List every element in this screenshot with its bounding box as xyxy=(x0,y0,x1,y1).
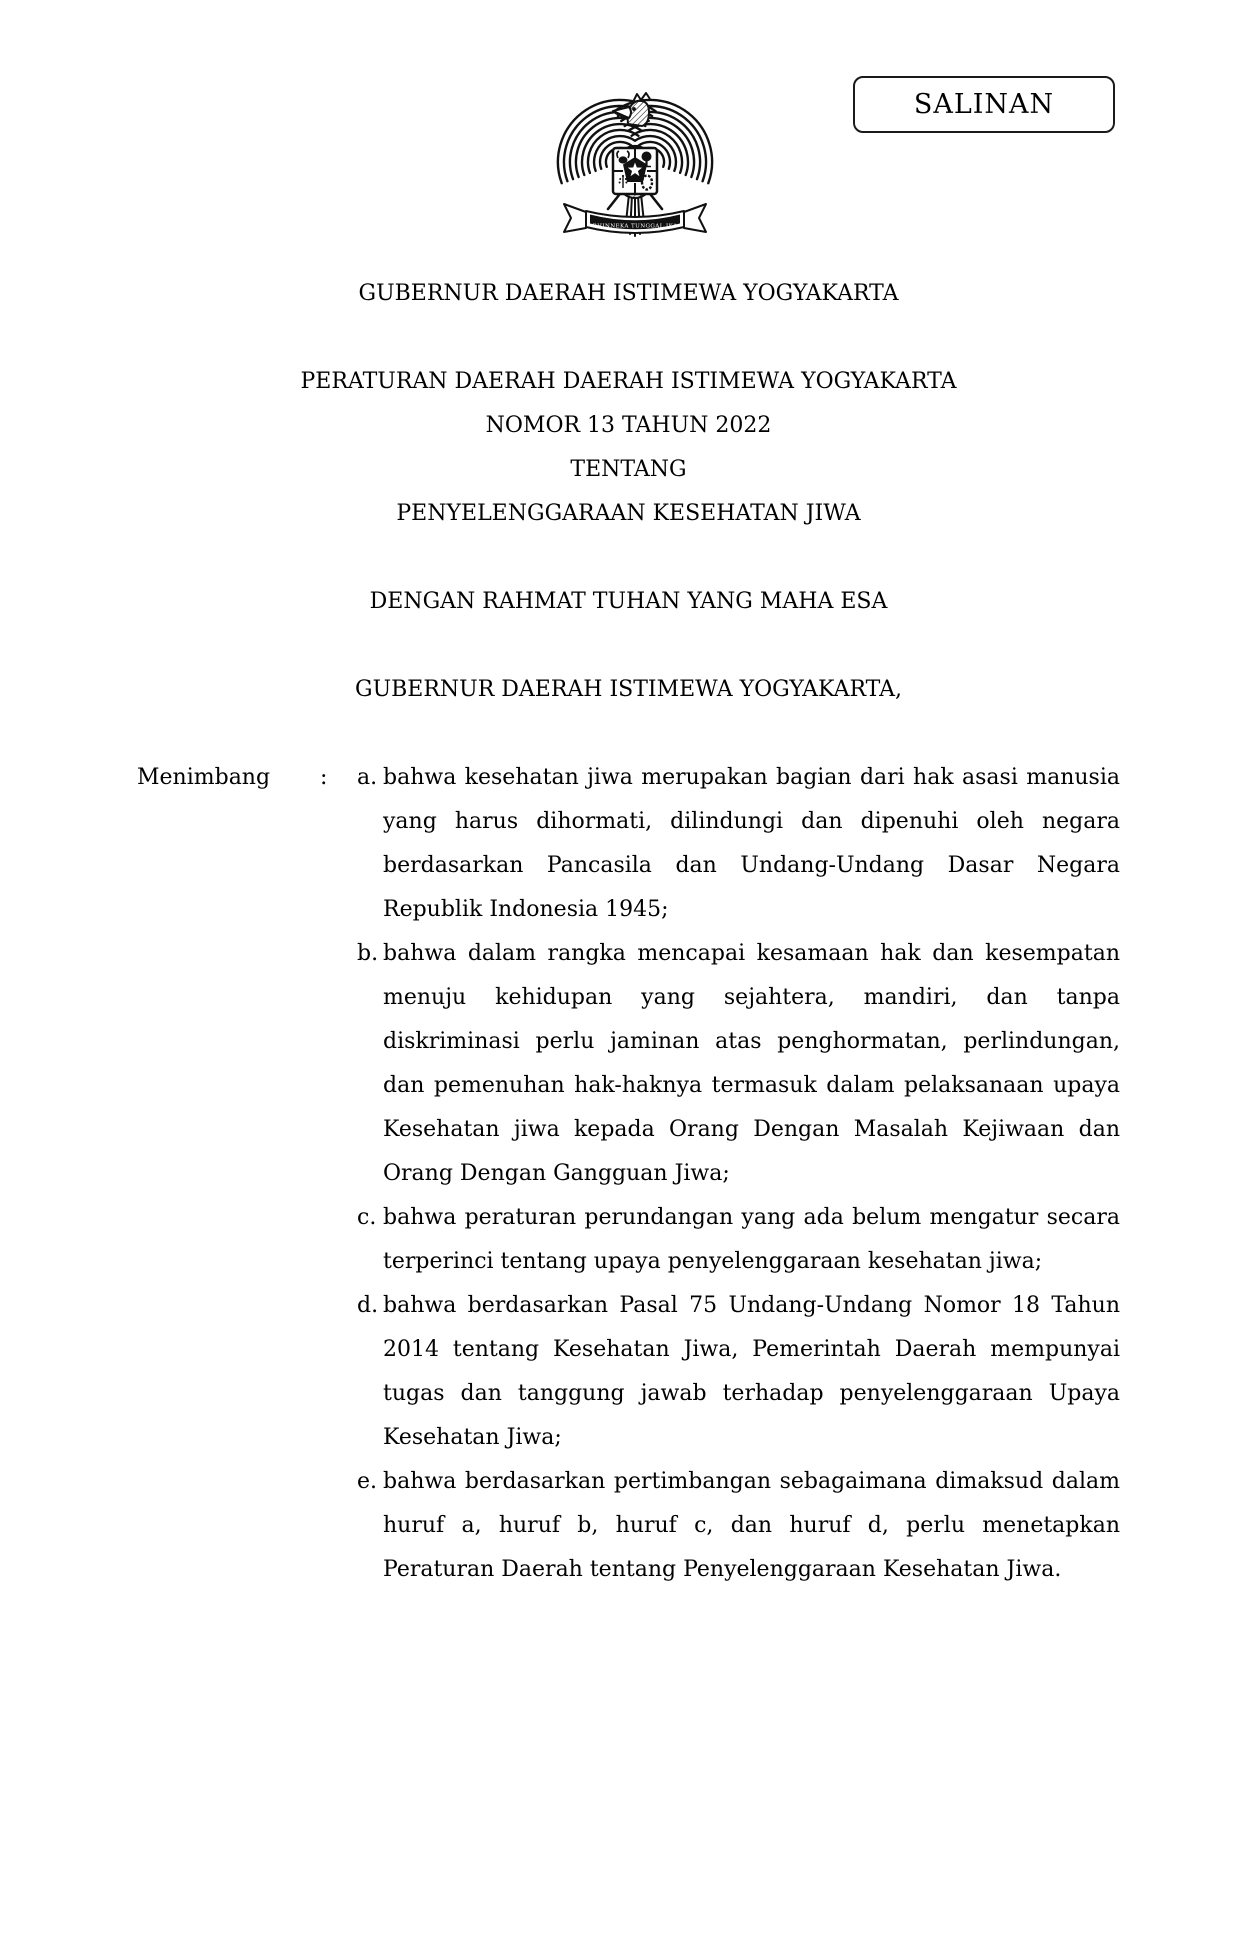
institution-heading: GUBERNUR DAERAH ISTIMEWA YOGYAKARTA xyxy=(358,281,899,306)
considerations-list xyxy=(357,756,1120,1592)
consideration-item xyxy=(357,1460,1120,1592)
consideration-item-letter: a. xyxy=(357,765,378,790)
considerations-label: Menimbang xyxy=(137,765,271,790)
considerations-separator: : xyxy=(320,765,328,790)
consideration-item-text: bahwa dalam rangka mencapai kesamaan hak dan kesempatan menuju kehidupan yang sejahtera, mandiri, dan tanpa diskriminasi perlu jaminan atas penghormatan, perlindungan, dan pemenuhan hak-haknya termasuk dalam pelaksanaan upaya Kesehatan jiwa kepada Orang Dengan Masalah Kejiwaan dan Orang Dengan Gangguan Jiwa; xyxy=(383,941,1120,1186)
motto-text: BHINNEKA TUNGGAL IKA xyxy=(592,223,678,230)
invocation-line: DENGAN RAHMAT TUHAN YANG MAHA ESA xyxy=(369,589,888,614)
consideration-item-text: bahwa peraturan perundangan yang ada belum mengatur secara terperinci tentang upaya penyelenggaraan kesehatan jiwa; xyxy=(383,1205,1120,1274)
considerations-section xyxy=(137,756,1120,1592)
consideration-item xyxy=(357,756,1120,932)
issuer-line: GUBERNUR DAERAH ISTIMEWA YOGYAKARTA, xyxy=(355,677,902,702)
consideration-item-text: bahwa berdasarkan Pasal 75 Undang-Undang Nomor 18 Tahun 2014 tentang Kesehatan Jiwa, Pemerintah Daerah mempunyai tugas dan tanggung jawab terhadap penyelenggaraan Upaya Kesehatan Jiwa; xyxy=(383,1293,1120,1450)
salinan-stamp xyxy=(853,76,1115,133)
about-label-line: TENTANG xyxy=(570,457,687,482)
consideration-item-letter: c. xyxy=(357,1205,377,1230)
consideration-item xyxy=(357,932,1120,1196)
salinan-stamp-label: SALINAN xyxy=(913,89,1055,120)
pancasila-shield xyxy=(613,148,657,194)
consideration-item-text: bahwa kesehatan jiwa merupakan bagian dari hak asasi manusia yang harus dihormati, dilindungi dan dipenuhi oleh negara berdasarkan Pancasila dan Undang-Undang Dasar Negara Republik Indonesia 1945; xyxy=(383,765,1120,922)
consideration-item xyxy=(357,1284,1120,1460)
garuda-pancasila-emblem xyxy=(550,82,720,244)
consideration-item-letter: b. xyxy=(357,941,379,966)
eagle-head xyxy=(613,93,650,126)
doc-number-line: NOMOR 13 TAHUN 2022 xyxy=(485,413,772,438)
document-title-block xyxy=(137,360,1120,536)
doc-type-line: PERATURAN DAERAH DAERAH ISTIMEWA YOGYAKARTA xyxy=(300,369,957,394)
doc-subject-line: PENYELENGGARAAN KESEHATAN JIWA xyxy=(396,501,861,526)
consideration-item xyxy=(357,1196,1120,1284)
consideration-item-text: bahwa berdasarkan pertimbangan sebagaimana dimaksud dalam huruf a, huruf b, huruf c, dan huruf d, perlu menetapkan Peraturan Daerah tentang Penyelenggaraan Kesehatan Jiwa. xyxy=(383,1469,1120,1582)
consideration-item-letter: d. xyxy=(357,1293,379,1318)
consideration-item-letter: e. xyxy=(357,1469,378,1494)
